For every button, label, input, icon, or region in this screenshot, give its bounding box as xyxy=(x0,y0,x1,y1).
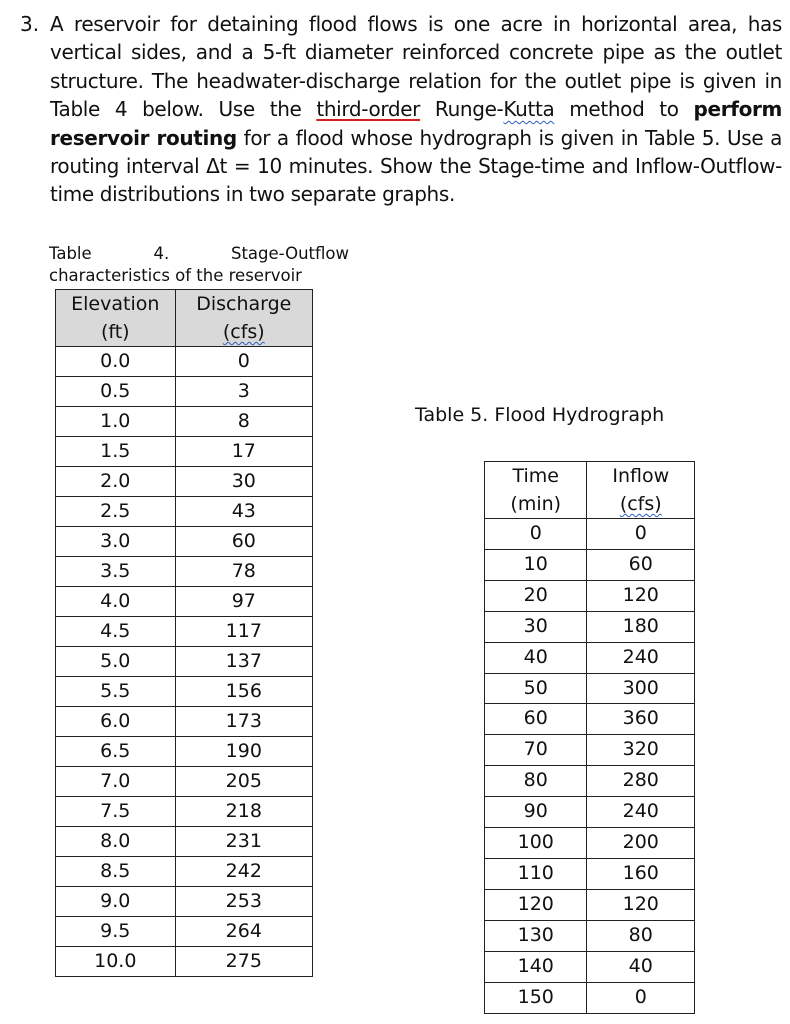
table-cell: 130 xyxy=(485,920,587,951)
table-row xyxy=(56,497,313,527)
table-cell: 30 xyxy=(175,467,312,497)
table-row xyxy=(56,407,313,437)
table-row xyxy=(56,617,313,647)
flood-hydrograph-table xyxy=(484,461,695,1014)
table-cell: 300 xyxy=(587,673,695,704)
problem-text-part2: method to xyxy=(554,97,694,122)
table-cell: 80 xyxy=(485,766,587,797)
problem-text-part3: for a flood whose hydrograph is given in Table 5. Use a routing interval Δt = 10 minutes. Show the Stage-time and Inflow-Outflow-time distributions in two separate graphs. xyxy=(50,125,782,207)
table-cell: 160 xyxy=(587,858,695,889)
table-cell: 6.0 xyxy=(56,707,176,737)
table4-caption-title: Stage-Outflow xyxy=(230,244,349,263)
table-row xyxy=(56,347,313,377)
table-cell: 60 xyxy=(175,527,312,557)
table-row xyxy=(485,580,695,611)
table-cell: 3.5 xyxy=(56,557,176,587)
table-row xyxy=(56,737,313,767)
bold-phrase: perform reservoir routing xyxy=(50,97,782,150)
table-cell: 120 xyxy=(485,889,587,920)
table-cell: 60 xyxy=(485,704,587,735)
table-cell: 10 xyxy=(485,549,587,580)
table-cell: 218 xyxy=(175,797,312,827)
table-row xyxy=(485,642,695,673)
table-cell: 2.0 xyxy=(56,467,176,497)
table-cell: 20 xyxy=(485,580,587,611)
table-row xyxy=(56,857,313,887)
table-row xyxy=(56,677,313,707)
table-row xyxy=(56,707,313,737)
discharge-header: Discharge (cfs) xyxy=(175,290,312,347)
table-row xyxy=(485,858,695,889)
elevation-header: Elevation (ft) xyxy=(56,290,176,347)
table-row xyxy=(56,797,313,827)
table-row xyxy=(56,557,313,587)
table-cell: 156 xyxy=(175,677,312,707)
problem-text-part1: A reservoir for detaining flood flows is one acre in horizontal area, has vertical sides, and a 5-ft diameter reinforced concrete pipe as the outlet structure. The headwater-discharge relation for the outlet pipe is given in Table 4 below. Use the xyxy=(50,12,782,122)
table-cell: 0 xyxy=(175,347,312,377)
table-row xyxy=(485,828,695,859)
table-cell: 9.5 xyxy=(56,917,176,947)
table-cell: 275 xyxy=(175,947,312,977)
table-cell: 7.0 xyxy=(56,767,176,797)
table-cell: 173 xyxy=(175,707,312,737)
table-cell: 10.0 xyxy=(56,947,176,977)
table-row xyxy=(485,673,695,704)
table-cell: 200 xyxy=(587,828,695,859)
table-row xyxy=(56,647,313,677)
table-cell: 0.0 xyxy=(56,347,176,377)
table-row xyxy=(56,377,313,407)
table-cell: 110 xyxy=(485,858,587,889)
kutta-term: Kutta xyxy=(503,97,555,122)
table-cell: 17 xyxy=(175,437,312,467)
table-row xyxy=(56,827,313,857)
table-cell: 205 xyxy=(175,767,312,797)
table-cell: 5.5 xyxy=(56,677,176,707)
table-cell: 0 xyxy=(587,982,695,1013)
table-cell: 264 xyxy=(175,917,312,947)
table-cell: 60 xyxy=(587,549,695,580)
table-cell: 3 xyxy=(175,377,312,407)
table-cell: 180 xyxy=(587,611,695,642)
table-cell: 1.5 xyxy=(56,437,176,467)
table-row xyxy=(485,951,695,982)
time-header: Time (min) xyxy=(485,462,587,519)
table-cell: 4.0 xyxy=(56,587,176,617)
table-cell: 360 xyxy=(587,704,695,735)
runge-text: Runge- xyxy=(420,97,504,122)
table-cell: 43 xyxy=(175,497,312,527)
stage-outflow-table xyxy=(55,289,313,977)
table-cell: 280 xyxy=(587,766,695,797)
table-row xyxy=(485,797,695,828)
table-cell: 70 xyxy=(485,735,587,766)
table-cell: 0 xyxy=(587,519,695,550)
table-cell: 3.0 xyxy=(56,527,176,557)
table-cell: 100 xyxy=(485,828,587,859)
table-row xyxy=(485,889,695,920)
table-cell: 253 xyxy=(175,887,312,917)
table-row xyxy=(485,611,695,642)
table-row xyxy=(56,437,313,467)
table-cell: 50 xyxy=(485,673,587,704)
table-row xyxy=(485,735,695,766)
table-row xyxy=(485,982,695,1013)
table-cell: 8.0 xyxy=(56,827,176,857)
table-cell: 78 xyxy=(175,557,312,587)
table4-caption xyxy=(49,243,349,287)
inflow-header: Inflow (cfs) xyxy=(587,462,695,519)
table-cell: 320 xyxy=(587,735,695,766)
table-cell: 80 xyxy=(587,920,695,951)
table-cell: 231 xyxy=(175,827,312,857)
problem-statement xyxy=(20,10,782,209)
table-cell: 6.5 xyxy=(56,737,176,767)
table4-caption-word: Table xyxy=(49,244,92,263)
table-row xyxy=(485,920,695,951)
table-row xyxy=(56,917,313,947)
table-cell: 150 xyxy=(485,982,587,1013)
table5-caption: Table 5. Flood Hydrograph xyxy=(415,404,665,426)
table-row xyxy=(485,766,695,797)
table-row xyxy=(56,587,313,617)
table-cell: 8 xyxy=(175,407,312,437)
table-row xyxy=(485,549,695,580)
table-cell: 40 xyxy=(485,642,587,673)
table4-caption-number: 4. xyxy=(153,244,170,263)
table-row xyxy=(56,887,313,917)
table-cell: 0.5 xyxy=(56,377,176,407)
table-cell: 8.5 xyxy=(56,857,176,887)
table-cell: 9.0 xyxy=(56,887,176,917)
problem-text xyxy=(50,10,782,209)
table4-caption-line2: characteristics of the reservoir xyxy=(49,266,302,285)
table-row xyxy=(56,467,313,497)
table-cell: 240 xyxy=(587,642,695,673)
table-row xyxy=(485,704,695,735)
table-cell: 140 xyxy=(485,951,587,982)
third-order-term: third-order xyxy=(316,97,421,122)
table-cell: 7.5 xyxy=(56,797,176,827)
table-cell: 137 xyxy=(175,647,312,677)
table-row xyxy=(56,947,313,977)
table-cell: 190 xyxy=(175,737,312,767)
table-cell: 242 xyxy=(175,857,312,887)
table-cell: 240 xyxy=(587,797,695,828)
table-row xyxy=(56,767,313,797)
table-cell: 4.5 xyxy=(56,617,176,647)
table-cell: 5.0 xyxy=(56,647,176,677)
table-cell: 30 xyxy=(485,611,587,642)
table-cell: 90 xyxy=(485,797,587,828)
table-cell: 97 xyxy=(175,587,312,617)
table-cell: 0 xyxy=(485,519,587,550)
table-cell: 117 xyxy=(175,617,312,647)
table-cell: 120 xyxy=(587,580,695,611)
table-cell: 2.5 xyxy=(56,497,176,527)
table-row xyxy=(56,527,313,557)
table-cell: 1.0 xyxy=(56,407,176,437)
problem-number: 3. xyxy=(20,12,40,36)
table-row xyxy=(485,519,695,550)
table-cell: 120 xyxy=(587,889,695,920)
table-cell: 40 xyxy=(587,951,695,982)
